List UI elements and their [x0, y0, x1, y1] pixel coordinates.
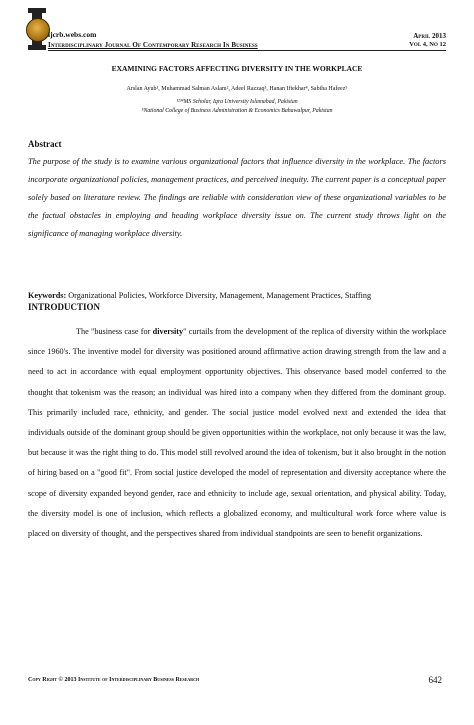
- keywords-label: Keywords:: [28, 291, 67, 300]
- paper-authors: Arslan Ayub¹, Muhammad Salman Aslam², Adeel Razzaq³, Hanan Iftekhar⁴, Sabiha Hafeez⁵: [126, 86, 348, 92]
- abstract-text: The purpose of the study is to examine various organizational factors that influence diversity in the workplace. The factors incorporate organizational policies, management practices, and perceived inequity. The current paper is a conceptual paper solely based on literature review. The findings are reliable with consideration view of these organizational variables to be the factual obstacles in employing and heading workplace diversity issue on. The current study throws light on the significance of managing workplace diversity.: [28, 157, 446, 238]
- intro-bold-term: diversity: [152, 327, 184, 336]
- intro-text-start: The "business case for: [76, 327, 153, 336]
- intro-text-rest: " curtails from the development of the replica of diversity within the workplace since 1960's. The inventive model for diversity was positioned around affirmative action drawing strength from the law and a need to act in accordance with equal employment opportunity objectives. This observance based model conferred to the thought that tokenism was the reason; an individual was hired into a company when they differed from the dominant group. This primarily included race, ethnicity, and gender. The social justice model evolved next and extended the idea that individuals outside of the dominant group should be given opportunities within the workplace, not only because it was the law, but because it was the right thing to do. This model still revolved around the idea of tokenism, but it also brought in the notion of hiring based on a "good fit". From social justice developed the model of representation and diversity acceptance where the scope of diversity expanded beyond gender, race and ethnicity to include age, sexual orientation, and physical ability. Today, the diversity model is one of inclusion, which reflects a globalized economy, and multicultural work force where value is placed on diversity of thought, and the perspectives shared from individual standpoints are seen to benefit organizations.: [28, 327, 446, 539]
- issue-volume: Vol 4, No 12: [409, 41, 446, 48]
- page-number: 642: [428, 675, 442, 685]
- abstract-heading: Abstract: [28, 139, 62, 149]
- affiliation-1: ¹²³⁴MS Scholar, Iqra University Islamabad, Pakistan: [176, 99, 298, 105]
- keywords-text: Organizational Policies, Workforce Diversity, Management, Management Practices, Staffing: [66, 291, 372, 300]
- journal-logo-icon: [28, 8, 46, 50]
- journal-name: Interdisciplinary Journal Of Contemporary Research In Business: [48, 41, 258, 49]
- introduction-heading: INTRODUCTION: [28, 302, 101, 312]
- paper-title: EXAMINING FACTORS AFFECTING DIVERSITY IN THE WORKPLACE: [111, 64, 363, 73]
- introduction-paragraph: [28, 322, 446, 544]
- affiliation-2: ⁵National College of Business Administration & Economics Bahawalpur, Pakistan: [141, 108, 333, 114]
- header-divider: [48, 50, 446, 51]
- issue-date: April 2013: [413, 32, 446, 40]
- journal-website: ijcrb.webs.com: [48, 30, 97, 39]
- footer-copyright: Copy Right © 2013 Institute of Interdisciplinary Business Research: [28, 677, 200, 683]
